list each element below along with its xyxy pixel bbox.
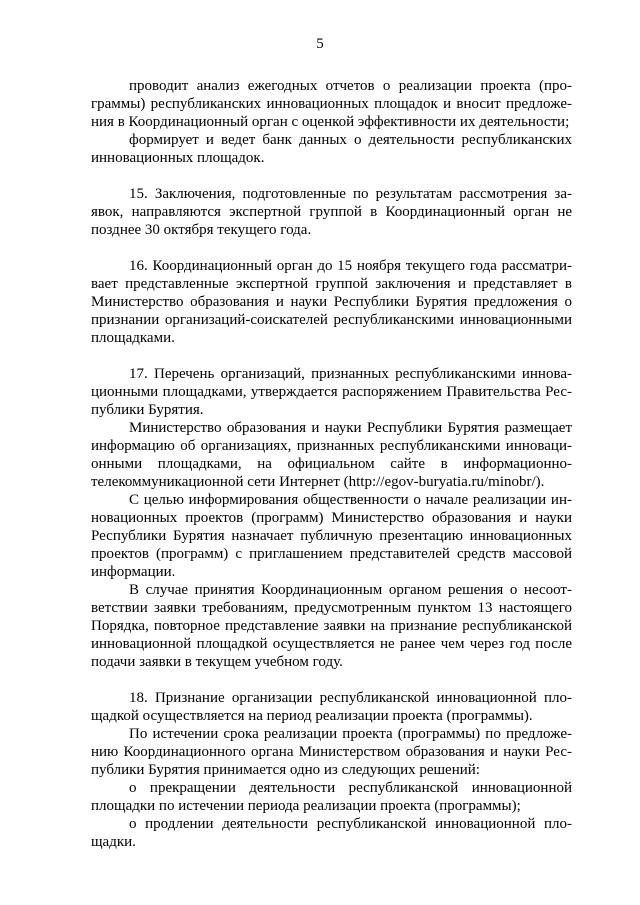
paragraph: 16. Координационный орган до 15 ноября текущего года рассматривает представленные экспертной группой заключения и представляет в Министерство образования и науки Республики Бурятия предложения о признании организаций-соискателей республиканскими инновационными площадками. <box>91 258 572 346</box>
paragraph: По истечении срока реализации проекта (программы) по предложению Координационного органа Министерством образования и науки Республики Бурятия принимается одно из следующих решений: <box>91 726 572 778</box>
paragraph: о прекращении деятельности республиканской инновационной площадки по истечении периода реализации проекта (программы); <box>91 780 572 814</box>
paragraph: 17. Перечень организаций, признанных республиканскими инновационными площадками, утверждается распоряжением Правительства Республики Бурятия. <box>91 366 572 418</box>
paragraph: 18. Признание организации республиканской инновационной площадкой осуществляется на период реализации проекта (программы). <box>91 690 572 724</box>
paragraph: о продлении деятельности республиканской инновационной площадки. <box>91 816 572 850</box>
paragraph: Министерство образования и науки Республики Бурятия размещает информацию об организациях, признанных республиканскими инновационными площадками, на официальном сайте в информационно-телекоммуникационной сети Интернет (http://egov-buryatia.ru/minobr/). <box>91 420 572 490</box>
document-body <box>91 77 572 851</box>
page-number: 5 <box>316 36 324 52</box>
paragraph: 15. Заключения, подготовленные по результатам рассмотрения заявок, направляются экспертной группой в Координационный орган не позднее 30 октября текущего года. <box>91 186 572 238</box>
paragraph: С целью информирования общественности о начале реализации инновационных проектов (программ) Министерство образования и науки Республики Бурятия назначает публичную презентацию инновационных проектов (программ) с приглашением представителей средств массовой информации. <box>91 492 572 580</box>
paragraph: проводит анализ ежегодных отчетов о реализации проекта (программы) республиканских инновационных площадок и вносит предложения в Координационный орган с оценкой эффективности их деятельности; <box>91 78 572 130</box>
paragraph: формирует и ведет банк данных о деятельности республиканских инновационных площадок. <box>91 132 572 166</box>
paragraph: В случае принятия Координационным органом решения о несоответствии заявки требованиям, предусмотренным пунктом 13 настоящего Порядка, повторное представление заявки на признание республиканской инновационной площадкой осуществляется не ранее чем через год после подачи заявки в текущем учебном году. <box>91 582 572 670</box>
